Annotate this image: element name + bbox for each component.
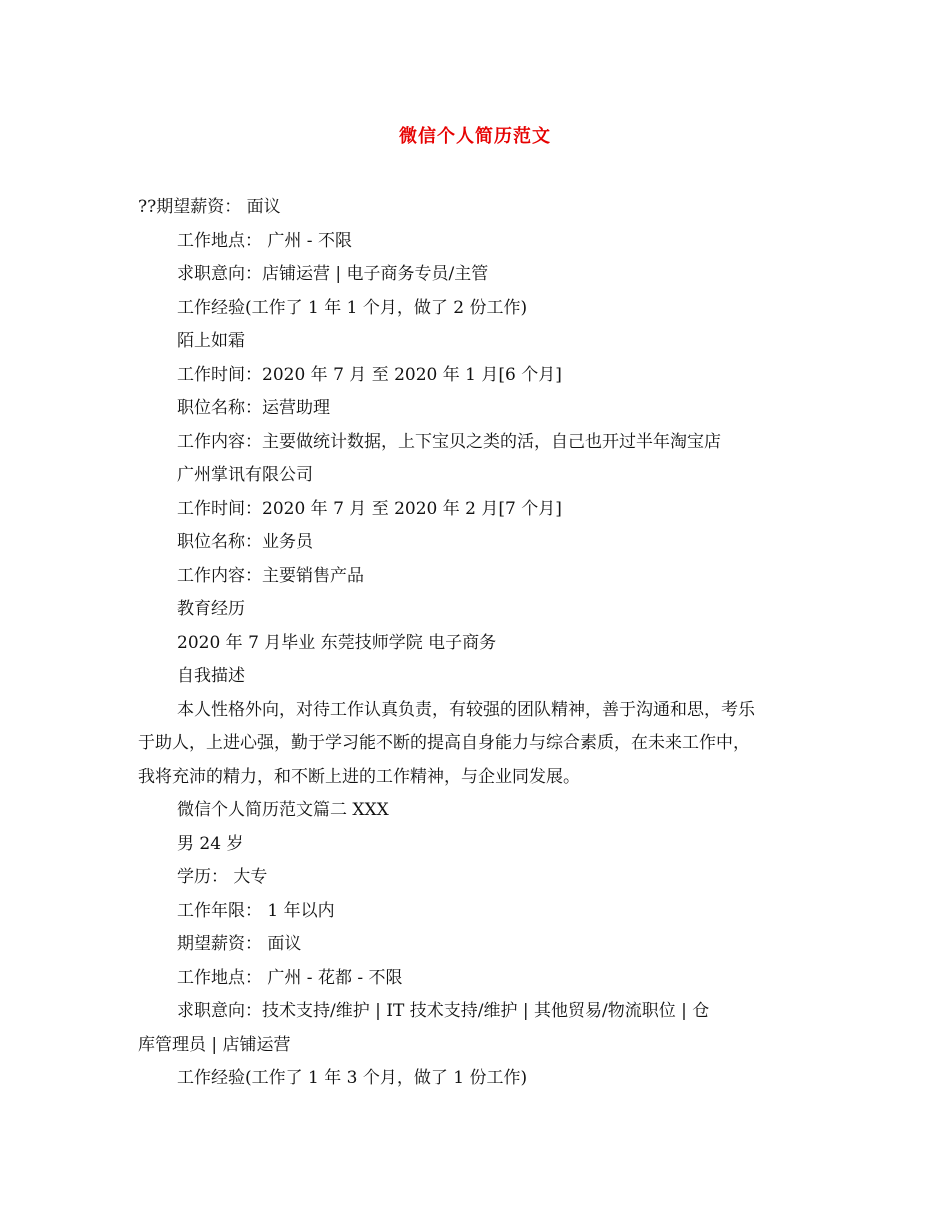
text-line: 学历： 大专 (177, 867, 268, 887)
text-line: 职位名称：运营助理 (177, 398, 330, 418)
text-line: 工作内容：主要做统计数据，上下宝贝之类的活，自己也开过半年淘宝店 (177, 431, 721, 452)
text-line: 工作经验(工作了 1 年 3 个月，做了 1 份工作) (177, 1068, 528, 1088)
text-line: ??期望薪资： 面议 (138, 197, 281, 217)
text-line: 2020 年 7 月毕业 东莞技师学院 电子商务 (177, 632, 497, 653)
text-line: 工作时间：2020 年 7 月 至 2020 年 2 月[7 个月] (177, 498, 562, 519)
job-intent-paragraph (138, 995, 818, 1062)
company-name: 陌上如霜 (177, 331, 245, 351)
paragraph-line: 于助人，上进心强，勤于学习能不断的提高自身能力与综合素质，在未来工作中， (138, 733, 750, 753)
paragraph-line: 本人性格外向，对待工作认真负责，有较强的团队精神，善于沟通和思，考乐 (177, 699, 755, 720)
paragraph-line: 库管理员 | 店铺运营 (138, 1034, 291, 1055)
document-body (138, 191, 818, 1096)
text-line: 期望薪资： 面议 (177, 934, 302, 954)
text-line: 工作经验(工作了 1 年 1 个月，做了 2 份工作) (177, 297, 528, 318)
text-line: 工作地点： 广州 - 花都 - 不限 (177, 967, 403, 988)
self-description-paragraph (138, 694, 818, 795)
text-line: 工作地点： 广州 - 不限 (177, 230, 352, 251)
section-heading: 教育经历 (177, 599, 245, 619)
text-line: 工作年限： 1 年以内 (177, 900, 335, 921)
section-heading: 微信个人简历范文篇二 XXX (177, 800, 389, 820)
text-line: 工作内容：主要销售产品 (177, 565, 364, 586)
company-name: 广州掌讯有限公司 (177, 465, 313, 485)
section-heading: 自我描述 (177, 666, 245, 686)
paragraph-line: 求职意向：技术支持/维护 | IT 技术支持/维护 | 其他贸易/物流职位 | 仓 (177, 1001, 710, 1021)
text-line: 男 24 岁 (177, 833, 244, 854)
document-title: 微信个人简历范文 (399, 126, 551, 147)
paragraph-line: 我将充沛的精力，和不断上进的工作精神，与企业同发展。 (138, 766, 580, 787)
text-line: 求职意向：店铺运营 | 电子商务专员/主管 (177, 264, 489, 284)
text-line: 职位名称：业务员 (177, 532, 313, 552)
text-line: 工作时间：2020 年 7 月 至 2020 年 1 月[6 个月] (177, 364, 562, 385)
